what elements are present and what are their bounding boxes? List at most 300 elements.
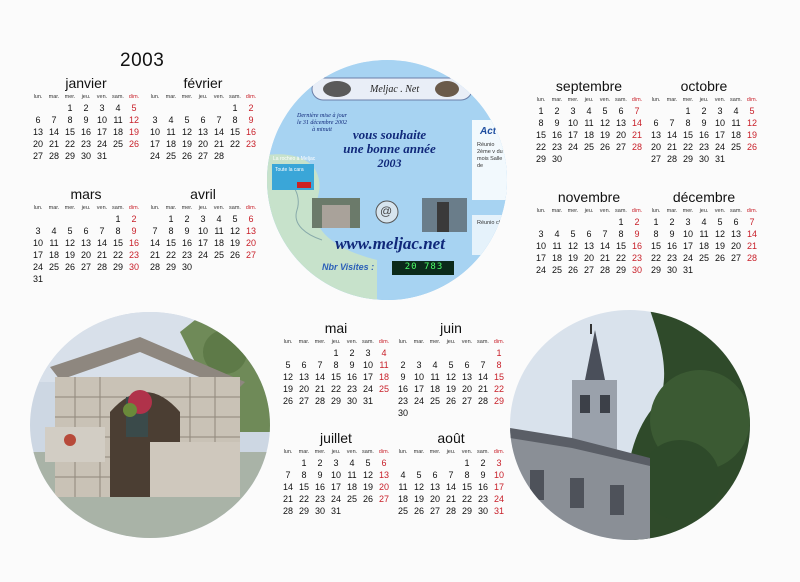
weekday-header: jeu. <box>584 208 594 214</box>
day-cell: 23 <box>128 250 139 260</box>
day-cell: 5 <box>717 217 723 227</box>
day-cell: 3 <box>333 458 339 468</box>
logo-background <box>267 60 507 300</box>
day-cell: 24 <box>96 139 107 149</box>
day-cell: 21 <box>149 250 160 260</box>
day-cell: 5 <box>365 458 371 468</box>
day-cell <box>195 102 211 114</box>
day-cell: 13 <box>32 127 43 137</box>
day-cell: 5 <box>570 229 576 239</box>
day-cell: 31 <box>714 154 725 164</box>
day-cell: 21 <box>314 384 325 394</box>
week-row <box>30 273 142 285</box>
day-cell: 8 <box>464 470 470 480</box>
day-cell <box>411 457 427 469</box>
day-cell: 30 <box>80 151 91 161</box>
day-cell: 9 <box>400 372 406 382</box>
day-cell: 22 <box>165 250 176 260</box>
weekday-header: jeu. <box>81 205 91 211</box>
weekday-header: sam. <box>477 449 489 455</box>
day-cell: 17 <box>32 250 43 260</box>
day-cell: 4 <box>168 115 174 125</box>
day-cell <box>395 347 411 359</box>
week-row <box>395 383 507 395</box>
day-cell: 26 <box>714 253 725 263</box>
day-cell: 16 <box>397 384 408 394</box>
day-cell: 1 <box>67 103 73 113</box>
month-6 <box>280 430 392 517</box>
weekday-header: mer. <box>429 449 441 455</box>
day-cell <box>78 273 94 285</box>
day-cell: 15 <box>615 241 626 251</box>
day-cell: 16 <box>346 372 357 382</box>
day-cell <box>227 150 243 162</box>
day-cell: 16 <box>477 482 488 492</box>
day-cell: 28 <box>666 154 677 164</box>
day-cell: 7 <box>669 118 675 128</box>
week-row <box>533 228 645 240</box>
weekday-header: ven. <box>461 449 473 455</box>
day-cell: 28 <box>282 506 293 516</box>
day-cell: 27 <box>583 265 594 275</box>
day-cell: 23 <box>80 139 91 149</box>
day-cell: 5 <box>67 226 73 236</box>
day-cell: 20 <box>583 253 594 263</box>
day-cell <box>376 395 392 407</box>
week-row <box>533 264 645 276</box>
month-table <box>30 203 142 285</box>
day-cell: 24 <box>493 494 504 504</box>
weekday-header: sam. <box>730 97 742 103</box>
day-cell: 26 <box>362 494 373 504</box>
month-title: janvier <box>65 75 107 91</box>
day-cell <box>395 457 411 469</box>
week-row <box>648 264 760 276</box>
day-cell: 19 <box>413 494 424 504</box>
week-row <box>533 117 645 129</box>
day-cell: 16 <box>314 482 325 492</box>
day-cell: 27 <box>298 396 309 406</box>
day-cell: 12 <box>282 372 293 382</box>
day-cell: 25 <box>165 151 176 161</box>
day-cell: 14 <box>746 229 757 239</box>
day-cell: 5 <box>448 360 454 370</box>
day-cell: 7 <box>480 360 486 370</box>
day-cell: 17 <box>714 130 725 140</box>
day-cell: 11 <box>731 118 741 128</box>
day-cell: 13 <box>298 372 309 382</box>
weekday-header: jeu. <box>331 449 341 455</box>
day-cell: 31 <box>330 506 341 516</box>
day-cell: 13 <box>378 470 389 480</box>
day-cell: 15 <box>298 482 309 492</box>
day-cell: 20 <box>80 250 91 260</box>
month-table <box>30 92 142 162</box>
weekday-header: dim. <box>631 97 643 103</box>
day-cell: 26 <box>282 396 293 406</box>
stone-shelter-image <box>30 312 270 538</box>
day-cell <box>728 153 744 165</box>
weekday-header: ven. <box>346 339 358 345</box>
day-cell: 14 <box>48 127 59 137</box>
day-cell <box>411 407 427 419</box>
day-cell: 22 <box>535 142 546 152</box>
day-cell: 11 <box>166 127 176 137</box>
week-row <box>280 457 392 469</box>
day-cell: 24 <box>197 250 208 260</box>
week-row <box>395 505 507 517</box>
day-cell: 9 <box>701 118 707 128</box>
weekday-header: mar. <box>666 208 678 214</box>
update-line-3: à minuit <box>312 127 332 133</box>
day-cell <box>280 457 296 469</box>
weekday-header: mar. <box>298 339 310 345</box>
day-cell: 11 <box>214 226 224 236</box>
day-cell: 22 <box>650 253 661 263</box>
day-cell: 4 <box>349 458 355 468</box>
day-cell: 3 <box>35 226 41 236</box>
weekday-header: dim. <box>746 208 758 214</box>
map-caption: La rocheo à Meljac <box>273 156 316 162</box>
day-cell: 1 <box>168 214 174 224</box>
day-cell: 1 <box>115 214 121 224</box>
day-cell: 13 <box>197 127 208 137</box>
day-cell: 6 <box>248 214 254 224</box>
weekday-header: sam. <box>615 208 627 214</box>
day-cell: 11 <box>379 360 389 370</box>
day-cell: 19 <box>746 130 757 140</box>
day-cell: 29 <box>682 154 693 164</box>
day-cell: 17 <box>682 241 693 251</box>
week-row <box>533 129 645 141</box>
weekday-header: ven. <box>599 97 611 103</box>
day-cell <box>296 347 312 359</box>
week-row <box>30 213 142 225</box>
month-5 <box>395 320 507 419</box>
day-cell: 5 <box>602 106 608 116</box>
day-cell: 24 <box>682 253 693 263</box>
day-cell: 27 <box>615 142 626 152</box>
weekday-header: lun. <box>651 208 661 214</box>
day-cell: 12 <box>128 115 139 125</box>
day-cell: 10 <box>682 229 693 239</box>
month-table <box>395 337 507 419</box>
month-9 <box>648 78 760 165</box>
day-cell <box>243 150 259 162</box>
day-cell: 11 <box>584 118 594 128</box>
month-title: avril <box>190 186 216 202</box>
week-row <box>395 469 507 481</box>
day-cell: 25 <box>551 265 562 275</box>
day-cell: 14 <box>666 130 677 140</box>
week-row <box>395 493 507 505</box>
day-cell: 29 <box>298 506 309 516</box>
weekday-header: lun. <box>33 205 43 211</box>
day-cell: 26 <box>128 139 139 149</box>
day-cell: 14 <box>213 127 224 137</box>
day-cell: 10 <box>535 241 546 251</box>
weekday-header: mer. <box>181 205 193 211</box>
weekday-header: ven. <box>96 94 108 100</box>
day-cell: 31 <box>96 151 107 161</box>
day-cell: 28 <box>746 253 757 263</box>
day-cell: 19 <box>128 127 139 137</box>
weekday-header: mer. <box>314 339 326 345</box>
day-cell: 12 <box>229 226 240 236</box>
day-cell: 6 <box>653 118 659 128</box>
day-cell: 7 <box>634 106 640 116</box>
day-cell: 3 <box>538 229 544 239</box>
day-cell: 8 <box>618 229 624 239</box>
week-row <box>395 395 507 407</box>
site-url[interactable]: www.meljac.net <box>335 234 445 253</box>
day-cell: 13 <box>80 238 91 248</box>
week-row <box>147 126 259 138</box>
day-cell: 19 <box>282 384 293 394</box>
month-table <box>648 95 760 165</box>
weekday-header: mar. <box>165 205 177 211</box>
day-cell <box>744 153 760 165</box>
day-cell: 13 <box>429 482 440 492</box>
weekday-header: jeu. <box>699 97 709 103</box>
day-cell: 4 <box>51 226 57 236</box>
weekday-header: mer. <box>64 94 76 100</box>
day-cell: 16 <box>666 241 677 251</box>
day-cell: 21 <box>96 250 107 260</box>
day-cell <box>581 153 597 165</box>
weekday-header: lun. <box>150 94 160 100</box>
day-cell: 15 <box>682 130 693 140</box>
weekday-header: ven. <box>213 94 225 100</box>
week-row <box>30 126 142 138</box>
day-cell <box>629 153 645 165</box>
day-cell: 21 <box>477 384 488 394</box>
day-cell: 25 <box>378 384 389 394</box>
day-cell: 23 <box>397 396 408 406</box>
weekday-header: lun. <box>536 208 546 214</box>
day-cell: 18 <box>378 372 389 382</box>
day-cell: 3 <box>570 106 576 116</box>
week-row <box>395 359 507 371</box>
day-cell: 12 <box>746 118 757 128</box>
day-cell: 1 <box>301 458 307 468</box>
day-cell: 15 <box>650 241 661 251</box>
week-row <box>648 252 760 264</box>
day-cell: 22 <box>461 494 472 504</box>
week-row <box>533 153 645 165</box>
day-cell: 24 <box>362 384 373 394</box>
day-cell <box>360 505 376 517</box>
day-cell: 9 <box>554 118 560 128</box>
day-cell: 20 <box>461 384 472 394</box>
day-cell: 22 <box>64 139 75 149</box>
day-cell: 7 <box>448 470 454 480</box>
day-cell: 7 <box>602 229 608 239</box>
day-cell: 20 <box>730 241 741 251</box>
week-row <box>280 469 392 481</box>
week-row <box>280 505 392 517</box>
day-cell <box>664 105 680 117</box>
week-row <box>648 216 760 228</box>
day-cell: 16 <box>698 130 709 140</box>
day-cell <box>443 407 459 419</box>
church-image <box>510 310 750 540</box>
day-cell <box>78 213 94 225</box>
at-icon: @ <box>380 204 393 218</box>
weekday-header: lun. <box>398 449 408 455</box>
day-cell: 30 <box>551 154 562 164</box>
day-cell: 15 <box>461 482 472 492</box>
weekday-header: mar. <box>413 339 425 345</box>
photo-stone-shelter <box>30 312 270 538</box>
week-row <box>395 457 507 469</box>
day-cell: 26 <box>567 265 578 275</box>
day-cell: 26 <box>229 250 240 260</box>
day-cell: 25 <box>112 139 123 149</box>
day-cell: 19 <box>714 241 725 251</box>
day-cell: 20 <box>429 494 440 504</box>
day-cell: 14 <box>599 241 610 251</box>
day-cell <box>280 347 296 359</box>
day-cell: 1 <box>538 106 544 116</box>
day-cell: 9 <box>248 115 254 125</box>
day-cell <box>163 102 179 114</box>
day-cell: 30 <box>397 408 408 418</box>
weekday-header: ven. <box>213 205 225 211</box>
day-cell: 30 <box>181 262 192 272</box>
day-cell: 20 <box>32 139 43 149</box>
month-title: novembre <box>557 189 621 205</box>
day-cell: 12 <box>413 482 424 492</box>
weekday-header: lun. <box>398 339 408 345</box>
weekday-header: jeu. <box>331 339 341 345</box>
day-cell: 28 <box>149 262 160 272</box>
day-cell: 9 <box>317 470 323 480</box>
day-cell: 24 <box>413 396 424 406</box>
day-cell: 4 <box>216 214 222 224</box>
day-cell: 23 <box>551 142 562 152</box>
week-row <box>30 237 142 249</box>
weekday-header: jeu. <box>81 94 91 100</box>
day-cell <box>427 347 443 359</box>
day-cell: 21 <box>746 241 757 251</box>
day-cell: 23 <box>346 384 357 394</box>
day-cell <box>312 347 328 359</box>
visits-label: Nbr Visites : <box>322 262 375 272</box>
weekday-header: sam. <box>615 97 627 103</box>
weekday-header: mer. <box>567 208 579 214</box>
day-cell: 17 <box>362 372 373 382</box>
week-row <box>280 481 392 493</box>
weekday-header: mer. <box>181 94 193 100</box>
day-cell <box>491 407 507 419</box>
day-cell: 6 <box>35 115 41 125</box>
weekday-header: mer. <box>682 208 694 214</box>
day-cell: 14 <box>314 372 325 382</box>
day-cell: 10 <box>32 238 43 248</box>
day-cell: 24 <box>149 151 160 161</box>
week-row <box>533 252 645 264</box>
weekday-header: sam. <box>112 205 124 211</box>
day-cell: 20 <box>615 130 626 140</box>
week-row <box>30 102 142 114</box>
week-row <box>395 347 507 359</box>
day-cell: 10 <box>330 470 341 480</box>
day-cell <box>565 153 581 165</box>
day-cell: 5 <box>131 103 137 113</box>
weekday-header: mar. <box>48 205 60 211</box>
weekday-header: jeu. <box>584 97 594 103</box>
day-cell <box>597 153 613 165</box>
day-cell: 14 <box>631 118 642 128</box>
weekday-header: sam. <box>229 205 241 211</box>
week-row <box>30 138 142 150</box>
weekday-header: lun. <box>33 94 43 100</box>
day-cell: 8 <box>685 118 691 128</box>
day-cell: 27 <box>80 262 91 272</box>
month-table <box>395 447 507 517</box>
weekday-header: sam. <box>730 208 742 214</box>
day-cell: 6 <box>301 360 307 370</box>
day-cell <box>533 216 549 228</box>
day-cell: 9 <box>669 229 675 239</box>
day-cell: 26 <box>445 396 456 406</box>
weekday-header: mar. <box>413 449 425 455</box>
weekday-header: mar. <box>48 94 60 100</box>
day-cell: 5 <box>749 106 755 116</box>
day-cell: 25 <box>48 262 59 272</box>
day-cell <box>459 347 475 359</box>
day-cell: 1 <box>232 103 238 113</box>
day-cell: 2 <box>131 214 137 224</box>
day-cell: 30 <box>698 154 709 164</box>
day-cell: 24 <box>535 265 546 275</box>
day-cell: 19 <box>229 238 240 248</box>
day-cell <box>110 150 126 162</box>
month-title: juin <box>440 320 462 336</box>
weekday-header: dim. <box>245 94 257 100</box>
weekday-header: dim. <box>631 208 643 214</box>
day-cell: 9 <box>480 470 486 480</box>
day-cell <box>427 407 443 419</box>
day-cell: 18 <box>112 127 123 137</box>
day-cell: 29 <box>535 154 546 164</box>
day-cell: 1 <box>333 348 339 358</box>
day-cell: 12 <box>445 372 456 382</box>
weekday-header: ven. <box>461 339 473 345</box>
day-cell <box>443 457 459 469</box>
day-cell: 7 <box>749 217 755 227</box>
side-text-2: Réunio ch <box>477 220 502 226</box>
day-cell: 24 <box>714 142 725 152</box>
week-row <box>648 141 760 153</box>
day-cell: 16 <box>80 127 91 137</box>
day-cell: 13 <box>615 118 626 128</box>
day-cell: 13 <box>730 229 741 239</box>
week-row <box>280 493 392 505</box>
day-cell: 8 <box>538 118 544 128</box>
week-row <box>280 359 392 371</box>
day-cell: 30 <box>477 506 488 516</box>
weekday-header: mer. <box>682 97 694 103</box>
week-row <box>30 249 142 261</box>
month-table <box>280 337 392 407</box>
weekday-header: ven. <box>346 449 358 455</box>
day-cell: 18 <box>346 482 357 492</box>
day-cell <box>376 505 392 517</box>
visits-counter: 20 783 <box>404 262 444 272</box>
day-cell: 23 <box>666 253 677 263</box>
